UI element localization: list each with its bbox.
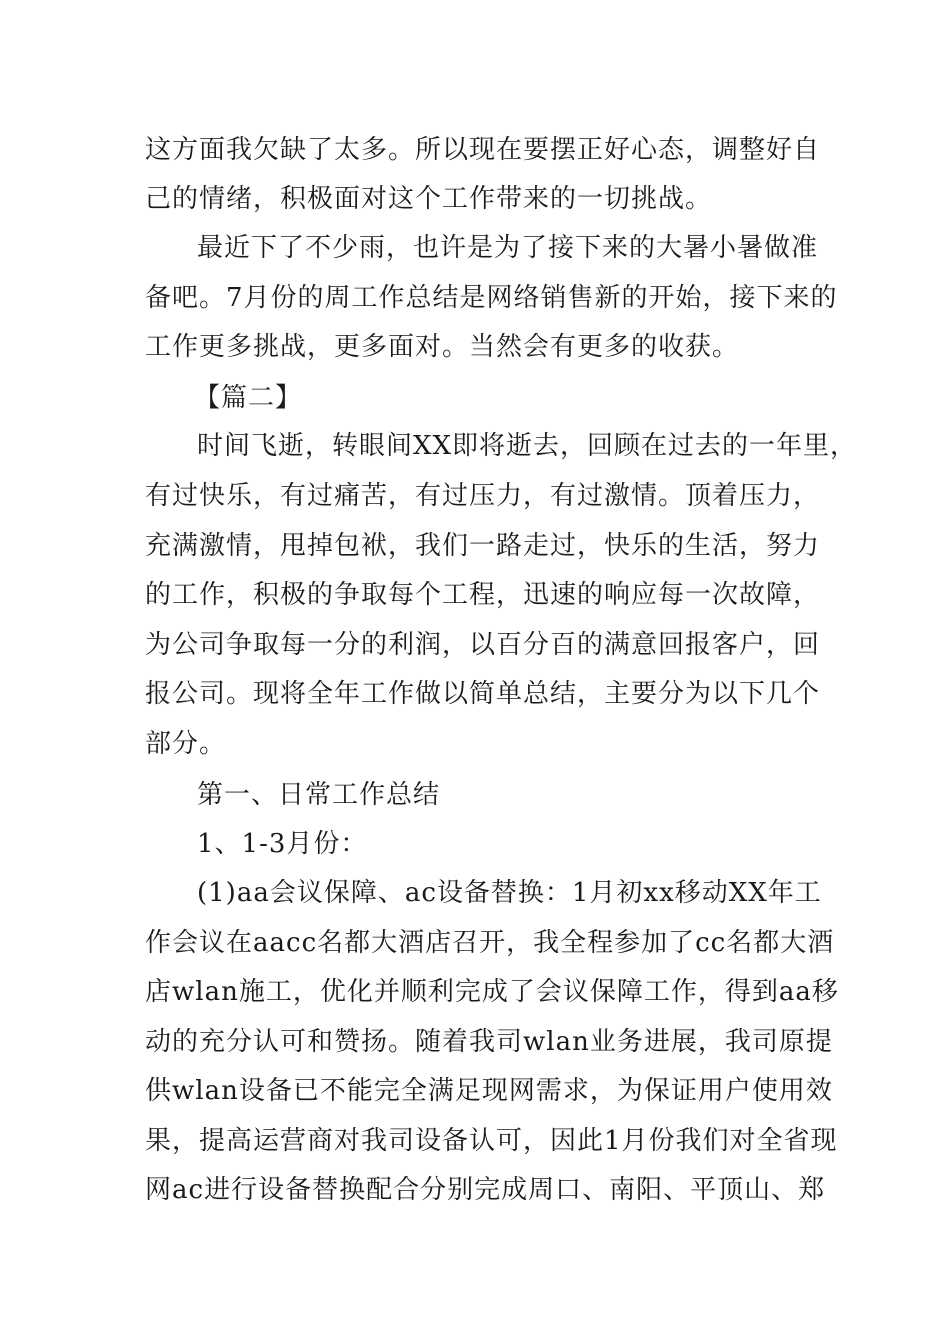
text-line: 的工作，积极的争取每个工程，迅速的响应每一次故障， [145, 580, 821, 610]
text-line: 作会议在aacc名都大酒店召开，我全程参加了cc名都大酒 [145, 928, 835, 958]
section-heading: 【篇二】 [194, 383, 303, 413]
text-line: 有过快乐，有过痛苦，有过压力，有过激情。顶着压力， [145, 481, 821, 511]
text-line: 备吧。7月份的周工作总结是网络销售新的开始，接下来的 [145, 283, 838, 313]
text-line: 时间飞逝，转眼间XX即将逝去，回顾在过去的一年里， [197, 431, 858, 461]
text-line: 部分。 [145, 729, 227, 759]
text-line: 这方面我欠缺了太多。所以现在要摆正好心态，调整好自 [145, 135, 821, 165]
text-line: 己的情绪，积极面对这个工作带来的一切挑战。 [145, 184, 713, 214]
text-line: 供wlan设备已不能完全满足现网需求，为保证用户使用效 [145, 1076, 833, 1106]
subsection-heading: 第一、日常工作总结 [197, 780, 441, 810]
text-line: 为公司争取每一分的利润，以百分百的满意回报客户，回 [145, 630, 821, 660]
text-line: (1)aa会议保障、ac设备替换：1月初xx移动XX年工 [197, 878, 822, 908]
text-line: 报公司。现将全年工作做以简单总结，主要分为以下几个 [145, 679, 821, 709]
text-line: 果，提高运营商对我司设备认可，因此1月份我们对全省现 [145, 1126, 838, 1156]
text-line: 工作更多挑战，更多面对。当然会有更多的收获。 [145, 332, 740, 362]
text-line: 充满激情，甩掉包袱，我们一路走过，快乐的生活，努力 [145, 531, 821, 561]
text-line: 最近下了不少雨，也许是为了接下来的大暑小暑做准 [197, 233, 819, 263]
subsection-heading: 1、1-3月份： [197, 829, 368, 859]
text-line: 网ac进行设备替换配合分别完成周口、南阳、平顶山、郑 [145, 1175, 826, 1205]
text-line: 店wlan施工，优化并顺利完成了会议保障工作，得到aa移 [145, 977, 839, 1007]
text-line: 动的充分认可和赞扬。随着我司wlan业务进展，我司原提 [145, 1027, 833, 1057]
